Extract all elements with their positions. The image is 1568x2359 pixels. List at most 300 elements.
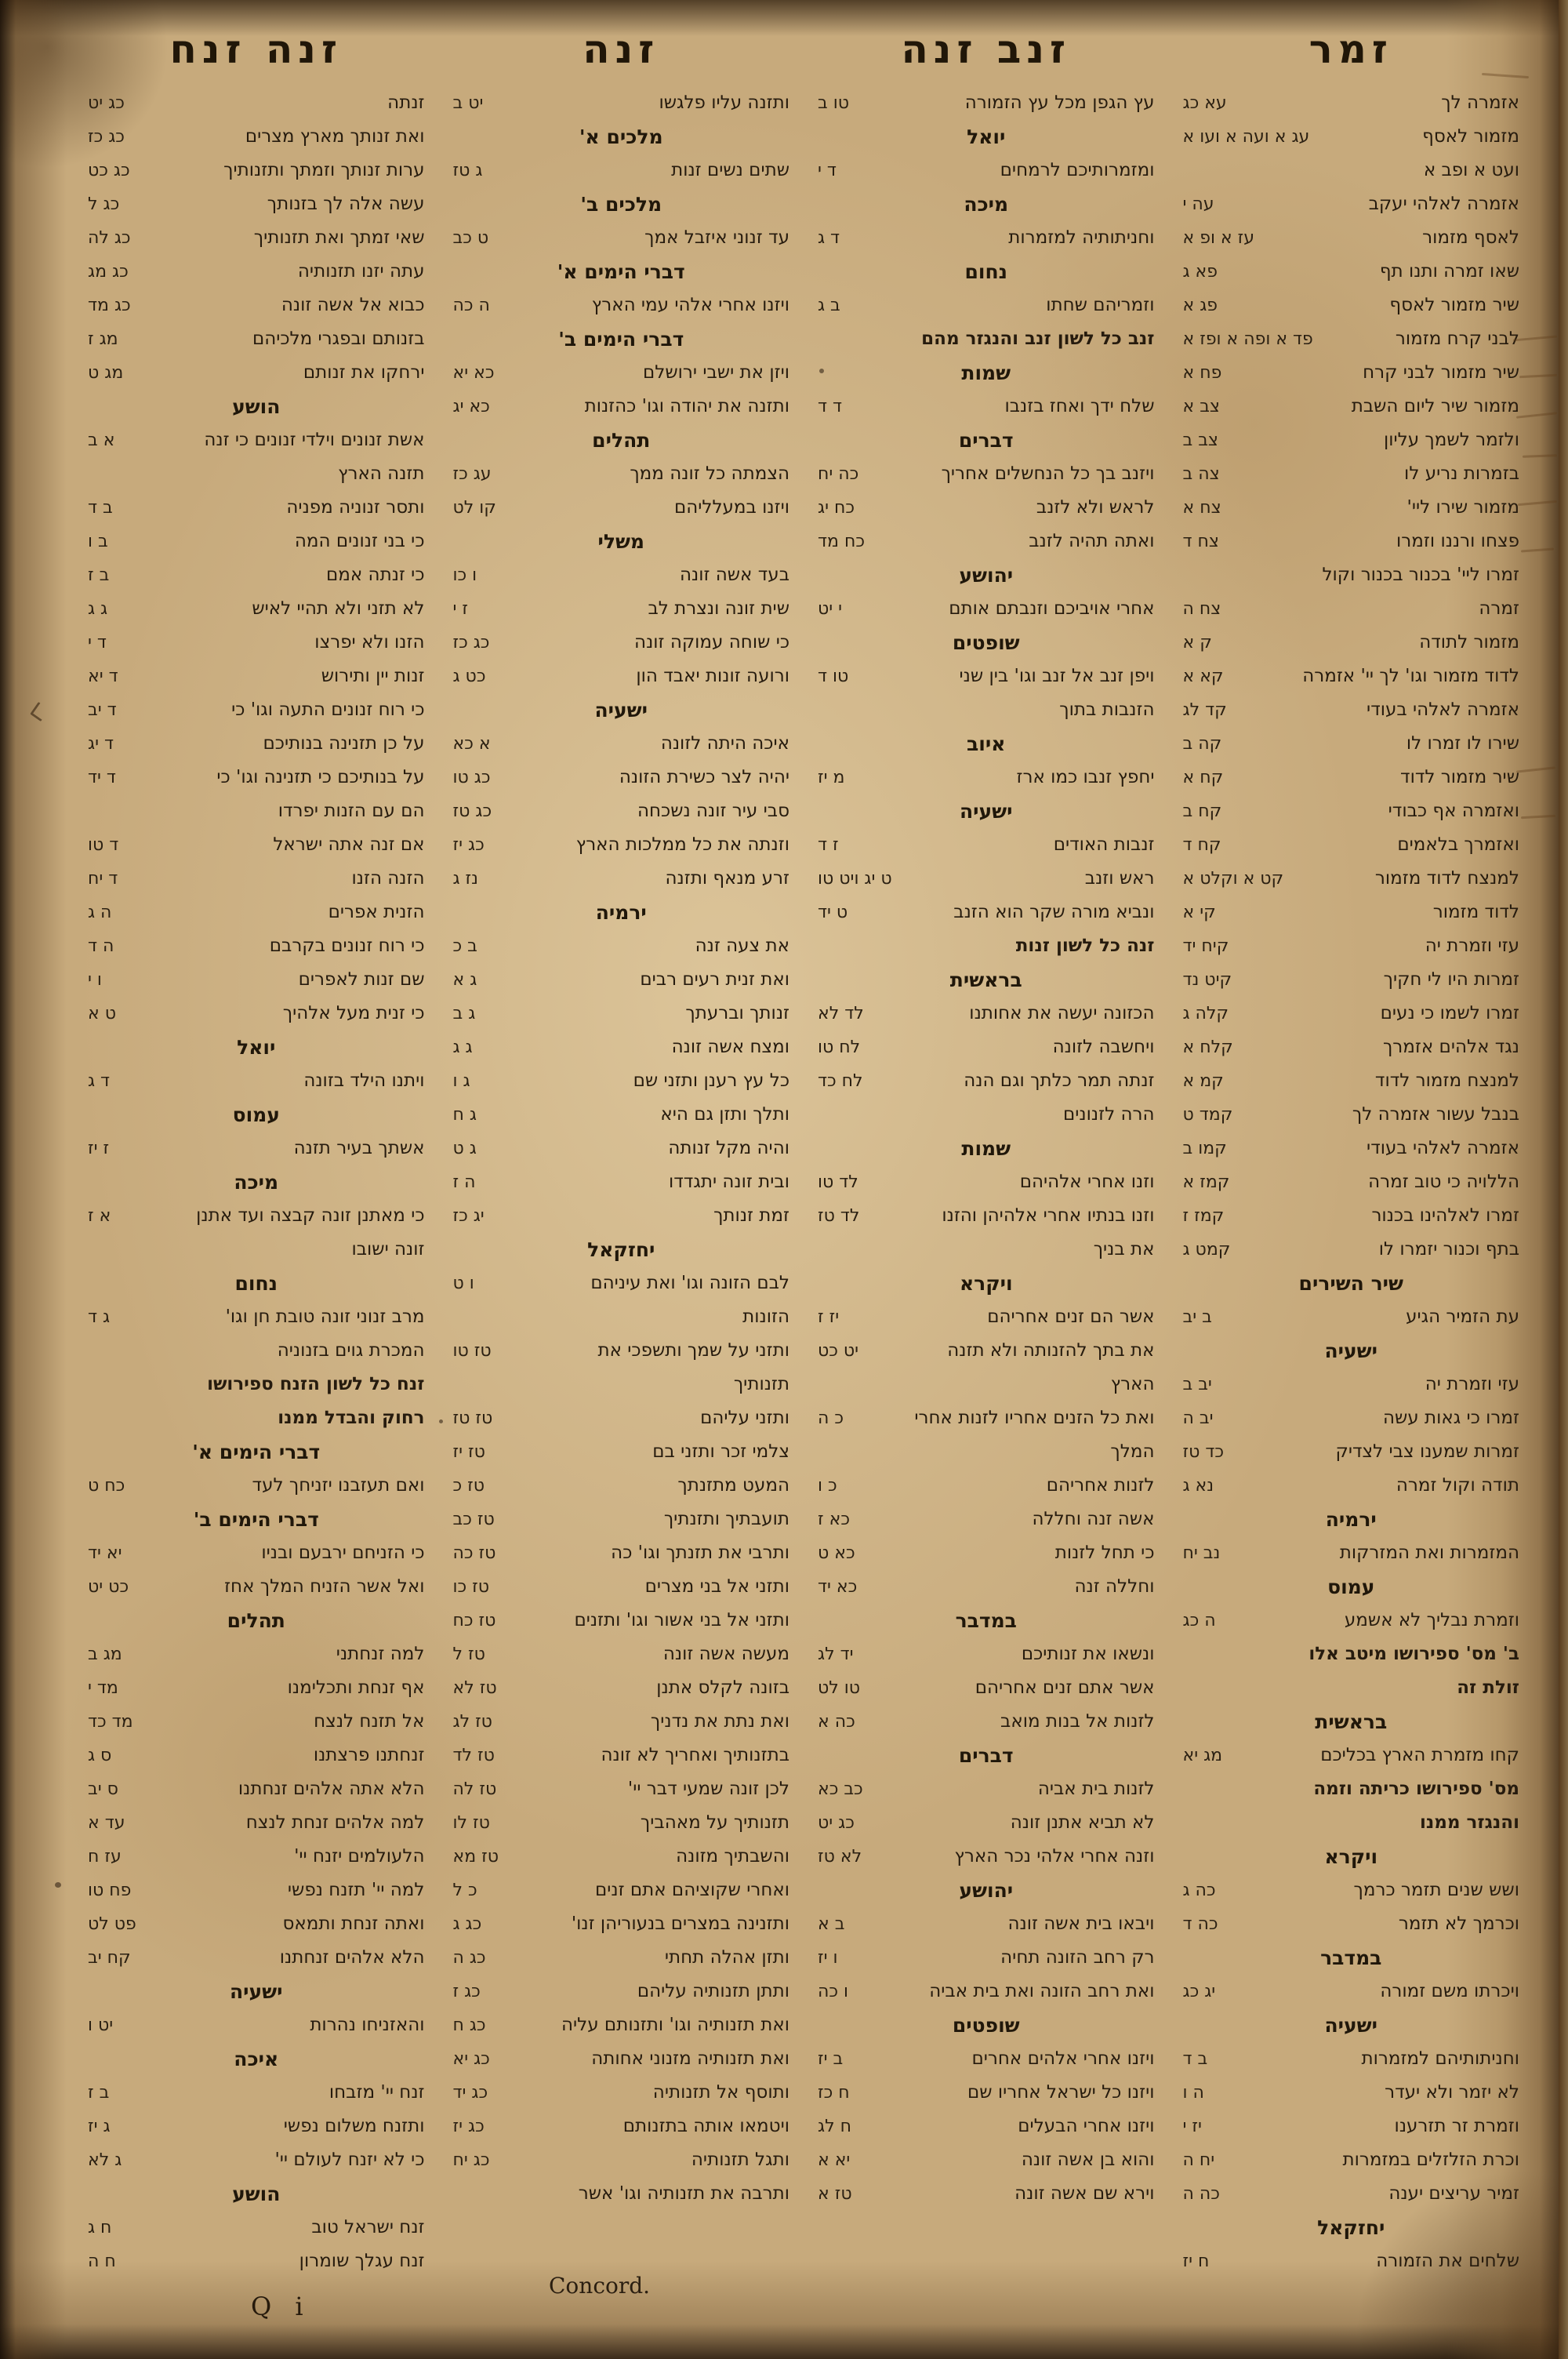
book-header: דברים — [958, 1744, 1014, 1767]
entry-row — [88, 1536, 425, 1570]
entry-row — [1183, 862, 1520, 896]
entry-row — [818, 862, 1155, 896]
entry-row — [88, 2143, 425, 2177]
entry-row — [1183, 592, 1520, 626]
entry-text: ערות זנותך וזמתך ותזנותיך — [223, 160, 425, 180]
verse-ref: כא ט — [818, 1543, 855, 1563]
entry-row — [1183, 390, 1520, 423]
entry-row — [818, 1806, 1155, 1840]
book-header: ישעיה — [1324, 1339, 1377, 1362]
book-header: ויקרא — [959, 1272, 1013, 1295]
entry-text: ותרבי את תזנתך וגו' כה — [611, 1543, 789, 1563]
entry-row — [88, 1300, 425, 1334]
entry-row — [818, 1199, 1155, 1233]
entry-text: והנגזר ממנו — [1419, 1812, 1519, 1833]
entry-text: תודה וקול זמרה — [1396, 1475, 1519, 1496]
entry-row — [88, 1570, 425, 1604]
verse-ref: טז טו — [452, 1341, 492, 1361]
entry-text: על בנותיכם כי תזנינה וגו' כי — [216, 767, 425, 787]
entry-row — [1183, 896, 1520, 929]
entry-row — [818, 1300, 1155, 1334]
verse-ref: טו ד — [818, 667, 849, 686]
entry-row — [1183, 120, 1520, 154]
entry-row — [818, 997, 1155, 1030]
book-header: איכה — [234, 2048, 279, 2070]
entry-text: אשר אתם זנים אחריהם — [975, 1677, 1155, 1698]
verse-ref: לא טז — [818, 1847, 862, 1866]
book-header: דברים — [958, 429, 1014, 452]
entry-row — [453, 2177, 790, 2211]
verse-ref: טז כ — [452, 1476, 485, 1496]
entry-text: רחוק והבדל ממנו — [278, 1408, 425, 1428]
entry-row — [1183, 1907, 1520, 1941]
verse-ref: ב ז — [88, 565, 110, 585]
entry-text: אחרי אויביכם וזנבתם אותם — [949, 598, 1155, 619]
entry-row — [453, 1165, 790, 1199]
verse-ref: ה ד — [88, 936, 114, 956]
verse-ref: כג ג — [452, 1914, 482, 1934]
entry-row — [453, 660, 790, 693]
entry-text: מזמור שיר ליום השבת — [1351, 396, 1519, 416]
entry-text: עזי וזמרת יה — [1425, 1374, 1519, 1394]
entry-text: אזמרה לאלהי יעקב — [1368, 194, 1519, 214]
verse-ref: יז ז — [818, 1307, 840, 1327]
verse-ref: ז ד — [818, 835, 839, 855]
entry-text: בנבל עשור אזמרה לך — [1352, 1104, 1519, 1125]
entry-row — [453, 1267, 790, 1300]
entry-text: זמרו כי גאות עשה — [1382, 1408, 1519, 1428]
entry-row — [1183, 1536, 1520, 1570]
verse-ref: ב א — [818, 1914, 845, 1934]
verse-ref: פח טו — [88, 1881, 132, 1900]
book-header: במדבר — [955, 1609, 1017, 1632]
verse-ref: ד יב — [88, 700, 117, 720]
entry-text: ותזני אל בני אשור וגו' ותזנים — [574, 1610, 789, 1630]
entry-row — [453, 929, 790, 963]
entry-row — [453, 592, 790, 626]
verse-ref: קמז א — [1182, 1172, 1230, 1192]
entry-row — [88, 356, 425, 390]
entry-text: שאו זמרה ותנו תף — [1379, 261, 1519, 282]
entry-row — [88, 221, 425, 255]
column-headword: זנה זנח — [169, 27, 343, 72]
verse-ref: מ יז — [818, 768, 845, 787]
verse-ref: ו כו — [452, 565, 477, 585]
entry-text: וירא שם אשה זונה — [1014, 2183, 1155, 2204]
verse-ref: טז כב — [452, 1510, 495, 1529]
book-header: בראשית — [1315, 1710, 1388, 1733]
book-header: דברי הימים ב' — [193, 1508, 319, 1531]
entry-row — [1183, 2076, 1520, 2110]
entry-row — [818, 457, 1155, 491]
book-header: ירמיה — [1325, 1508, 1377, 1531]
entry-text: המזמרות ואת המזרקות — [1339, 1543, 1519, 1563]
verse-ref: כ ה — [818, 1408, 844, 1428]
entry-text: ומצח אשה זונה — [671, 1037, 789, 1057]
entry-row — [1183, 626, 1520, 660]
entry-text: המלך — [1110, 1441, 1155, 1462]
entry-text: ויזן את ישבי ירושלם — [643, 362, 789, 383]
entry-row — [818, 592, 1155, 626]
entry-row — [88, 2211, 425, 2245]
entry-text: זנח כל לשון הזנח ספירושו — [207, 1374, 425, 1394]
entry-row — [453, 794, 790, 828]
entry-text: ואת כל הזנים אחריו לזנות אחרי — [914, 1408, 1155, 1428]
book-header: הושע — [232, 395, 281, 418]
verse-ref: טז כח — [452, 1611, 496, 1630]
verse-ref: ג ח — [452, 1105, 477, 1125]
verse-ref: ג יז — [88, 2117, 111, 2136]
entry-row — [818, 1469, 1155, 1503]
entry-text: ותרבה את תזנותיה וגו' אשר — [578, 2183, 789, 2204]
entry-text: לזנות אחריהם — [1046, 1475, 1155, 1496]
verse-ref: יב ה — [1182, 1408, 1214, 1428]
verse-ref: א ז — [88, 1206, 111, 1226]
entry-row — [818, 1233, 1155, 1267]
entry-text: צלמי זכר ותזני בם — [652, 1441, 789, 1462]
entry-text: והשבתיך מזונה — [676, 1846, 789, 1866]
entry-text: את בתך להזנותה ולא תזנה — [947, 1340, 1155, 1361]
entry-row — [1183, 2042, 1520, 2076]
column-2 — [818, 24, 1155, 2314]
verse-ref: לח טו — [818, 1038, 861, 1057]
entry-text: כי זנית מעל אלהיך — [282, 1003, 425, 1023]
entry-row — [453, 1604, 790, 1637]
entry-row — [453, 626, 790, 660]
verse-ref: טז כה — [452, 1543, 496, 1563]
verse-ref: ה כה — [452, 296, 490, 315]
entry-text: ואת נתת את נדניך — [650, 1711, 789, 1732]
verse-ref: ז י — [452, 599, 469, 619]
verse-ref: יא יד — [88, 1543, 122, 1563]
verse-ref: פא ג — [1182, 262, 1218, 282]
catchword: Concord. — [549, 2273, 651, 2299]
entry-text: לראש ולא לזנב — [1036, 497, 1155, 518]
entry-text: כי שוחה עמוקה זונה — [634, 632, 789, 652]
entry-row — [1183, 1199, 1520, 1233]
entry-row — [1183, 86, 1520, 120]
entry-row — [1183, 1975, 1520, 2008]
entry-row — [818, 1030, 1155, 1064]
entry-text: וזנה אחרי אלהי נכר הארץ — [954, 1846, 1155, 1866]
verse-ref: כא יא — [452, 363, 495, 383]
root-definition — [1183, 1637, 1520, 1671]
book-header: איוב — [967, 732, 1006, 755]
entry-text: המכרת גוים בזנוניה — [277, 1340, 425, 1361]
entry-row — [818, 1907, 1155, 1941]
entry-row — [88, 558, 425, 592]
entry-row — [818, 1435, 1155, 1469]
verse-ref: ב יב — [1182, 1307, 1212, 1327]
entry-text: אם זנה אתה ישראל — [273, 834, 425, 855]
verse-ref: עד א — [88, 1813, 125, 1833]
verse-ref: יא א — [818, 2150, 851, 2170]
verse-ref: קח יב — [88, 1948, 131, 1968]
entry-text: את צעה זנה — [695, 936, 789, 956]
entry-text: למה יי' תזנח נפשי — [287, 1880, 425, 1900]
entry-text: ואזמרך בלאמים — [1397, 834, 1519, 855]
entry-row — [1183, 1435, 1520, 1469]
verse-ref: טז טז — [452, 1408, 493, 1428]
verse-ref: מג ט — [88, 363, 124, 383]
entry-text: ויטמאו אותה בתזנותם — [622, 2116, 789, 2136]
verse-ref: קח ב — [1182, 801, 1222, 821]
entry-text: לכן זונה שמעי דבר יי' — [627, 1779, 789, 1799]
verse-ref: ג לא — [88, 2150, 122, 2170]
entry-text: לדוד מזמור וגו' לך יי' אזמרה — [1302, 666, 1519, 686]
entry-text: ונשאו את זנותיכם — [1021, 1644, 1155, 1664]
verse-ref: כג טז — [452, 801, 492, 821]
entry-text: אל תזנח לנצח — [314, 1711, 425, 1732]
verse-ref: כג כט — [88, 161, 130, 180]
handwriting-stroke — [1521, 548, 1554, 553]
entry-text: זמרו לשמו כי נעים — [1380, 1003, 1519, 1023]
verse-ref: ג ג — [88, 599, 108, 619]
entry-row — [818, 1570, 1155, 1604]
entry-row — [1183, 1401, 1520, 1435]
entry-row — [453, 1368, 790, 1401]
verse-ref: ד י — [88, 633, 107, 652]
entry-text: ותזן אהלה תחתי — [664, 1947, 789, 1968]
verse-ref: קמ א — [1182, 1071, 1224, 1091]
entry-text: רק רחב הזונה תחיה — [1000, 1947, 1155, 1968]
verse-ref: ג ג — [452, 1038, 473, 1057]
entry-text: מזמור לאסף — [1422, 126, 1519, 147]
entry-text: הארץ — [1110, 1374, 1155, 1394]
entry-row — [88, 491, 425, 525]
entry-row — [1183, 997, 1520, 1030]
entry-text: כי לא יזנח לעולם יי' — [274, 2150, 425, 2170]
entry-row — [818, 1671, 1155, 1705]
entry-text: והאזניחו נהרות — [310, 2015, 425, 2035]
entry-row — [1183, 255, 1520, 289]
entry-row — [88, 1907, 425, 1941]
verse-ref: קלה ג — [1182, 1004, 1229, 1023]
book-header: יהושע — [959, 1879, 1014, 1902]
entry-row — [453, 2110, 790, 2143]
entry-row — [1183, 187, 1520, 221]
entry-text: זרע מנאף ותזנה — [665, 868, 789, 889]
entry-text: שיר מזמור לאסף — [1389, 295, 1519, 315]
entry-text: ובית זונה יתגדדו — [668, 1172, 789, 1192]
entry-text: ויזנב בך כל הנחשלים אחריך — [941, 463, 1155, 484]
entry-text: לזנות אל בנות מואב — [1000, 1711, 1155, 1732]
entry-text: ואת רחב הזונה ואת בית אביה — [929, 1981, 1155, 2001]
verse-ref: קמו ב — [1182, 1139, 1227, 1158]
verse-ref: קח א — [1182, 768, 1224, 787]
entry-text: קחו מזמרת הארץ בכליכם — [1320, 1745, 1519, 1765]
entry-text: יחפץ זנבו כמו ארז — [1016, 767, 1155, 787]
entry-row — [818, 2042, 1155, 2076]
entry-row — [453, 1806, 790, 1840]
verse-ref: צב א — [1182, 397, 1220, 416]
root-definition — [88, 1368, 425, 1401]
entry-row — [88, 154, 425, 187]
verse-ref: ו י — [88, 970, 102, 990]
entry-text: ויזנו אחרי הבעלים — [1018, 2116, 1155, 2136]
entry-text: עתה יזנו תזנותיה — [297, 261, 425, 282]
entry-row — [88, 963, 425, 997]
ink-speck — [55, 1882, 61, 1888]
entry-text: עזי וזמרת יה — [1425, 936, 1519, 956]
verse-ref: ח ה — [88, 2252, 116, 2271]
entry-text: עת הזמיר הגיע — [1406, 1307, 1519, 1327]
entry-text: למה זנחתני — [336, 1644, 425, 1664]
entry-text: זנב כל לשון זנב והנגזר מהם — [921, 329, 1155, 349]
entry-text: סבי עיר זונה נשכחה — [637, 801, 789, 821]
verse-ref: ג ט — [452, 1139, 477, 1158]
handwriting-stroke — [1519, 374, 1557, 379]
entry-text: הכזונה יעשה את אחותנו — [969, 1003, 1155, 1023]
entry-text: המעט מתזנתך — [677, 1475, 789, 1496]
verse-ref: ד ד — [818, 397, 843, 416]
verse-ref: כב כא — [818, 1779, 863, 1799]
entry-text: הרה לזנונים — [1063, 1104, 1155, 1125]
entry-row — [453, 289, 790, 322]
entry-text: לבם הזונה וגו' ואת עיניהם — [590, 1273, 789, 1293]
entry-row — [818, 221, 1155, 255]
entry-text: וזמריהם שחתו — [1046, 295, 1155, 315]
entry-text: הזנית אפרים — [328, 902, 425, 922]
entry-row — [453, 1401, 790, 1435]
entry-row — [453, 86, 790, 120]
entry-text: ולזמר לשמך עליון — [1383, 430, 1519, 450]
entry-text: ראש וזנב — [1084, 868, 1155, 889]
entry-row — [88, 1132, 425, 1165]
entry-text: ותלך ותזן גם היא — [660, 1104, 789, 1125]
entry-row — [88, 1671, 425, 1705]
entry-row — [453, 1334, 790, 1368]
entry-row — [88, 693, 425, 727]
entry-row — [453, 1098, 790, 1132]
book-header: דברי הימים ב' — [558, 328, 684, 351]
entry-text: בעד אשה זונה — [679, 565, 789, 585]
verse-ref: לד טז — [818, 1206, 860, 1226]
entry-text: בזמרות נריע לו — [1404, 463, 1519, 484]
entry-text: הזנו ולא יפרצו — [314, 632, 425, 652]
verse-ref: כג יח — [452, 2150, 490, 2170]
verse-ref: ג ב — [452, 1004, 476, 1023]
entry-row — [453, 1435, 790, 1469]
verse-ref: פג א — [1182, 296, 1218, 315]
book-header: דברי הימים א' — [557, 260, 685, 283]
entry-row — [453, 862, 790, 896]
entry-row — [1183, 1064, 1520, 1098]
entry-row — [88, 1705, 425, 1739]
verse-ref: כה א — [818, 1712, 855, 1732]
book-header: בראשית — [949, 969, 1022, 991]
verse-ref: יב ב — [1182, 1375, 1212, 1394]
verse-ref: טו ב — [818, 93, 849, 113]
entry-text: תזנותיך — [733, 1374, 789, 1394]
verse-ref: פד א ופה א ופז א — [1182, 329, 1313, 349]
entry-row — [88, 86, 425, 120]
entry-row — [88, 761, 425, 794]
verse-ref: כג יא — [452, 2049, 490, 2069]
entry-row — [1183, 2245, 1520, 2278]
verse-ref: נב יח — [1182, 1543, 1221, 1563]
book-header: במדבר — [1320, 1946, 1382, 1969]
entry-row — [1183, 693, 1520, 727]
entry-text: כי רוח זנונים התעה וגו' כי — [231, 700, 425, 720]
entry-row — [818, 1401, 1155, 1435]
verse-ref: עג א ועה א ועו א — [1182, 127, 1310, 147]
verse-ref: קה ב — [1182, 734, 1222, 754]
entry-row — [453, 1132, 790, 1165]
entry-text: זמיר עריצים יענה — [1388, 2183, 1519, 2204]
verse-ref: מג ז — [88, 329, 118, 349]
entry-text: מזמור שירו ליי' — [1406, 497, 1519, 518]
entry-text: הזונות — [742, 1307, 789, 1327]
entry-row — [88, 794, 425, 828]
entry-row — [453, 1739, 790, 1772]
verse-ref: ה ו — [1182, 2083, 1204, 2103]
entry-row — [1183, 1030, 1520, 1064]
entry-text: כי רוח זנונים בקרבם — [269, 936, 425, 956]
entry-text: וחללה זנה — [1074, 1576, 1155, 1597]
entry-row — [453, 356, 790, 390]
verse-ref: כח מד — [818, 532, 865, 551]
entry-text: מזמור לתודה — [1419, 632, 1519, 652]
entry-text: כי הזניחם ירבעם ובניו — [261, 1543, 425, 1563]
verse-ref: כא יד — [818, 1577, 858, 1597]
entry-row — [1183, 828, 1520, 862]
entry-text: בזונה לקלס אתנן — [656, 1677, 789, 1698]
entry-row — [88, 1806, 425, 1840]
entry-row — [1183, 154, 1520, 187]
entry-text: עשה אלה לך בזנותך — [267, 194, 425, 214]
entry-text: וזנו אחרי אלהיהם — [1019, 1172, 1155, 1192]
entry-text: מרב זנוני זונה טובת חן וגו' — [225, 1307, 425, 1327]
verse-ref: ב ז — [88, 2083, 110, 2103]
verse-ref: י יט — [818, 599, 843, 619]
verse-ref: כג יט — [818, 1813, 855, 1833]
entry-text: איכה היתה לזונה — [660, 733, 789, 754]
verse-ref: קח ד — [1182, 835, 1221, 855]
entry-text: ויחשבה לזונה — [1052, 1037, 1155, 1057]
book-header: שופטים — [952, 2014, 1020, 2037]
entry-row — [818, 1098, 1155, 1132]
verse-ref: קיט נד — [1182, 970, 1232, 990]
column-headword: זנה — [583, 27, 660, 72]
root-definition — [818, 322, 1155, 356]
book-header: נחום — [234, 1272, 278, 1295]
verse-ref: עה י — [1182, 194, 1214, 214]
entry-row — [453, 1570, 790, 1604]
column-4 — [88, 24, 425, 2314]
verse-ref: ו ט — [452, 1274, 474, 1293]
verse-ref: צב ב — [1182, 431, 1218, 450]
entry-text: ותזנה את יהודה וגו' כהזנות — [584, 396, 789, 416]
book-header: תהלים — [227, 1609, 285, 1632]
verse-ref: כג יז — [452, 2117, 485, 2136]
entry-row — [88, 1739, 425, 1772]
entry-row — [453, 1907, 790, 1941]
entry-text: זנבות האודים — [1053, 834, 1155, 855]
entry-text: ואזמרה אף כבודי — [1388, 801, 1519, 821]
entry-text: ועט א ופב א — [1423, 160, 1519, 180]
entry-row — [1183, 457, 1520, 491]
entry-text: הזנה הזנו — [351, 868, 425, 889]
entry-row — [453, 1030, 790, 1064]
verse-ref: לח כד — [818, 1071, 863, 1091]
entry-text: זנות יין ותירוש — [321, 666, 425, 686]
entry-row — [88, 1334, 425, 1368]
entry-text: למנצח לדוד מזמור — [1374, 868, 1519, 889]
verse-ref: ט כב — [452, 228, 489, 248]
verse-ref: נז ג — [452, 869, 478, 889]
verse-ref: ה ג — [88, 903, 112, 922]
